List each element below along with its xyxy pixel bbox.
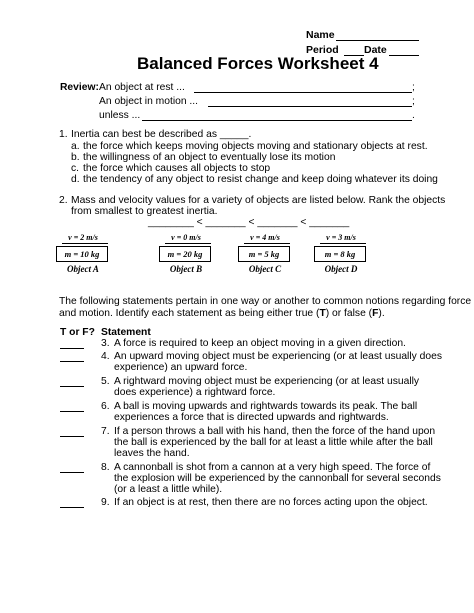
statement-8-line-3: (or a least a little while).	[114, 484, 223, 495]
answer-blank-6[interactable]	[60, 411, 84, 412]
page-title: Balanced Forces Worksheet 4	[137, 54, 379, 73]
object-b-label: Object B	[169, 264, 203, 274]
statement-3-line-1: A force is required to keep an object moving in a given direction.	[114, 338, 406, 349]
statement-6-line-2: experiences a force that is directed upwards and rightwards.	[114, 412, 389, 423]
date-label: Date	[364, 44, 387, 56]
review-item-motion: An object in motion ...	[99, 96, 199, 107]
review-item-rest: An object at rest ...	[99, 82, 185, 93]
statement-6-line-1: A ball is moving upwards and rightwards towards its peak. The ball	[114, 401, 418, 412]
statement-7-line-2: the ball is experienced by the ball for at least a little while after the ball	[114, 437, 433, 448]
object-d-label: Object D	[324, 264, 358, 274]
answer-blank-9[interactable]	[60, 507, 84, 508]
statement-4-number: 4.	[101, 351, 110, 362]
q1-option-a-letter: a.	[71, 141, 80, 152]
statement-8-line-1: A cannonball is shot from a cannon at a very high speed. The force of	[114, 462, 431, 473]
review-end-mark-2: ;	[412, 96, 415, 107]
q1-option-c: the force which causes all objects to stop	[83, 163, 271, 174]
statement-4-line-1: An upward moving object must be experiencing (or at least usually does	[114, 351, 442, 362]
review-answer-line-2[interactable]	[208, 106, 412, 107]
object-b-arrow	[165, 243, 211, 244]
review-answer-line-3[interactable]	[142, 120, 412, 121]
statement-9-line-1: If an object is at rest, then there are no forces acting upon the object.	[114, 497, 428, 508]
statement-5-line-1: A rightward moving object must be experiencing (or at least usually	[114, 376, 420, 387]
object-c-velocity: v = 4 m/s	[250, 233, 280, 242]
q1-number: 1.	[59, 129, 68, 140]
tf-intro-false: F	[372, 308, 379, 319]
q1-option-d-letter: d.	[71, 174, 80, 185]
name-label: Name	[306, 29, 335, 41]
object-c-label: Object C	[248, 264, 282, 274]
q1-option-b: the willingness of an object to eventually lose its motion	[83, 152, 336, 163]
q2-ranking-line[interactable]: ________ < _______ < _______ < _______	[148, 217, 350, 228]
q2-number: 2.	[59, 195, 68, 206]
object-d-arrow	[320, 243, 366, 244]
statement-5-number: 5.	[101, 376, 110, 387]
object-a-arrow	[62, 243, 108, 244]
q1-option-d: the tendency of any object to resist change and keep doing whatever its doing	[83, 174, 438, 185]
statement-7-line-1: If a person throws a ball with his hand, then the force of the hand upon	[114, 426, 436, 437]
answer-blank-7[interactable]	[60, 436, 84, 437]
tf-intro-line-1: The following statements pertain in one way or another to common notions regarding force	[59, 296, 472, 307]
object-a-label: Object A	[67, 264, 99, 274]
tf-column-header: T or F?	[60, 327, 95, 338]
statement-6-number: 6.	[101, 401, 110, 412]
statement-3-number: 3.	[101, 338, 110, 349]
answer-blank-3[interactable]	[60, 348, 84, 349]
tf-intro-true: T	[319, 308, 326, 319]
statement-8-line-2: the explosion will be experienced by the cannonball for several seconds	[114, 473, 441, 484]
statement-5-line-2: does experience) a rightward force.	[114, 387, 276, 398]
tf-intro-pre: and motion. Identify each statement as being either true (	[59, 308, 320, 319]
period-label: Period	[306, 44, 339, 56]
review-answer-line-1[interactable]	[194, 92, 412, 93]
statement-7-line-3: leaves the hand.	[114, 448, 190, 459]
object-a-velocity: v = 2 m/s	[68, 233, 98, 242]
q1-stem: Inertia can best be described as _____.	[71, 129, 252, 140]
object-a-mass-box: m = 10 kg	[56, 246, 108, 262]
answer-blank-8[interactable]	[60, 472, 84, 473]
object-b-mass-box: m = 20 kg	[159, 246, 211, 262]
answer-blank-4[interactable]	[60, 361, 84, 362]
object-c-arrow	[244, 243, 290, 244]
review-label: Review:	[60, 82, 99, 93]
statement-8-number: 8.	[101, 462, 110, 473]
statement-column-header: Statement	[101, 327, 151, 338]
q2-stem-line-1: Mass and velocity values for a variety of objects are listed below. Rank the objects	[71, 195, 446, 206]
q1-option-c-letter: c.	[71, 163, 80, 174]
review-item-unless: unless ...	[99, 110, 141, 121]
statement-9-number: 9.	[101, 497, 110, 508]
statement-4-line-2: experience) an upward force.	[114, 362, 248, 373]
review-end-mark-1: ;	[412, 82, 415, 93]
q2-stem-line-2: from smallest to greatest inertia.	[71, 206, 218, 217]
object-b-velocity: v = 0 m/s	[171, 233, 201, 242]
date-field[interactable]	[389, 55, 419, 56]
tf-intro-end: ).	[378, 308, 385, 319]
statement-7-number: 7.	[101, 426, 110, 437]
object-d-velocity: v = 3 m/s	[326, 233, 356, 242]
object-d-mass-box: m = 8 kg	[314, 246, 366, 262]
tf-intro-mid: ) or false (	[325, 308, 373, 319]
object-c-mass-box: m = 5 kg	[238, 246, 290, 262]
name-field[interactable]	[336, 40, 419, 41]
answer-blank-5[interactable]	[60, 386, 84, 387]
review-end-mark-3: .	[412, 110, 415, 121]
tf-intro-line-2	[59, 308, 385, 320]
q1-option-a: the force which keeps moving objects moving and stationary objects at rest.	[83, 141, 428, 152]
q1-option-b-letter: b.	[71, 152, 80, 163]
